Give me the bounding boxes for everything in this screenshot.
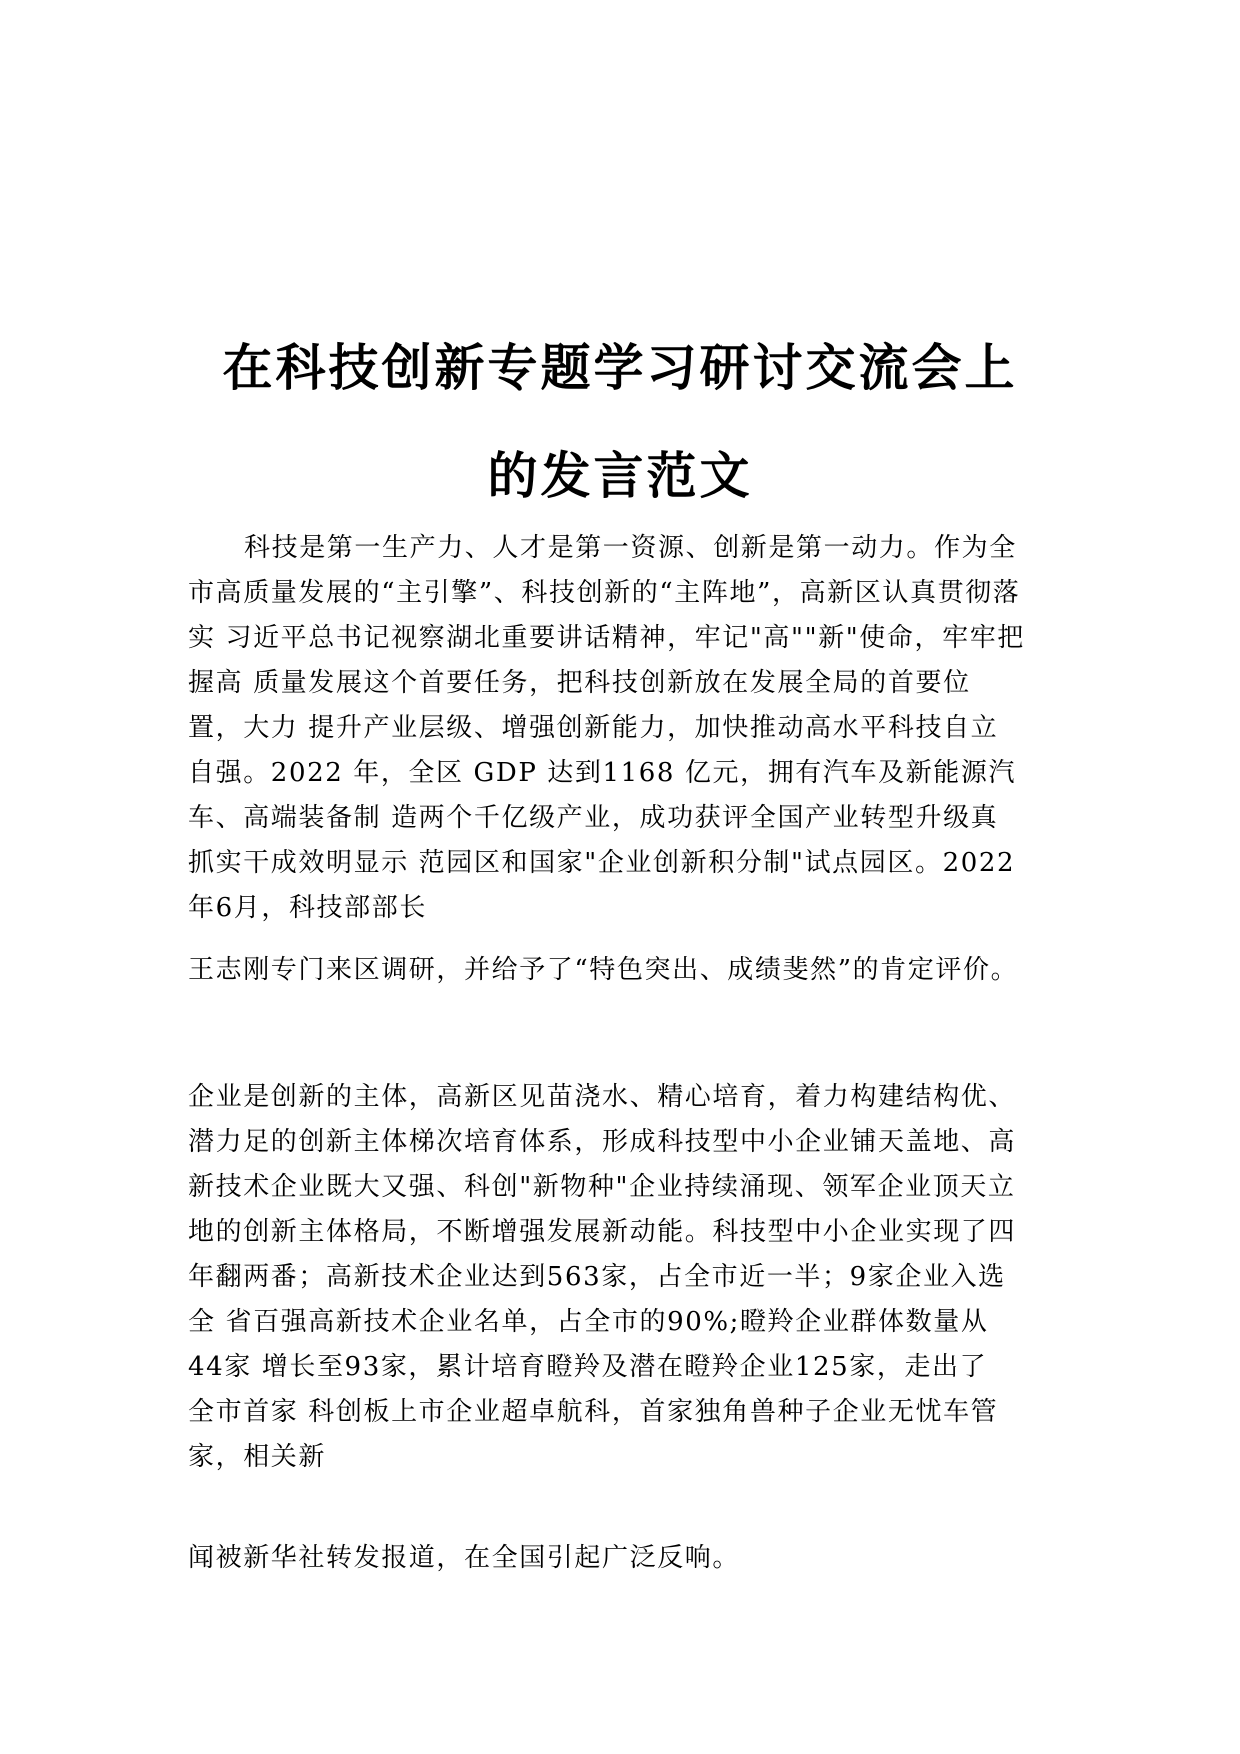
paragraph-line: 市高质量发展的“主引擎”、科技创新的“主阵地”，高新区认真贯彻落 (188, 578, 1021, 608)
paragraph-line: 握高 质量发展这个首要任务，把科技创新放在发展全局的首要位 (188, 668, 971, 698)
paragraph-1 (188, 526, 1058, 931)
document-title-line-1: 在科技创新专题学习研讨交流会上 (222, 339, 1018, 397)
paragraph-line: 年6月，科技部部长 (188, 893, 427, 923)
paragraph-line: 全市首家 科创板上市企业超卓航科，首家独角兽种子企业无忧车管 (188, 1397, 999, 1427)
paragraph-line: 实 习近平总书记视察湖北重要讲话精神，牢记"高""新"使命，牢牢把 (188, 623, 1025, 653)
paragraph-line: 44家 增长至93家，累计培育瞪羚及潜在瞪羚企业125家，走出了 (188, 1352, 988, 1382)
paragraph-line: 年翻两番；高新技术企业达到563家，占全市近一半；9家企业入选 (188, 1262, 1006, 1292)
paragraph-line: 车、高端装备制 造两个千亿级产业，成功获评全国产业转型升级真 (188, 803, 999, 833)
paragraph-line: 自强。2022 年，全区 GDP 达到1168 亿元，拥有汽车及新能源汽 (188, 758, 1017, 788)
paragraph-line: 潜力足的创新主体梯次培育体系，形成科技型中小企业铺天盖地、高 (188, 1127, 1017, 1157)
paragraph-line: 企业是创新的主体，高新区见苗浇水、精心培育，着力构建结构优、 (188, 1082, 1017, 1112)
paragraph-line: 抓实干成效明显示 范园区和国家"企业创新积分制"试点园区。2022 (188, 848, 1016, 878)
paragraph-line: 置，大力 提升产业层级、增强创新能力，加快推动高水平科技自立 (188, 713, 999, 743)
document-title-line-2: 的发言范文 (487, 447, 753, 505)
paragraph-line: 新技术企业既大又强、科创"新物种"企业持续涌现、领军企业顶天立 (188, 1172, 1016, 1202)
paragraph-line: 家，相关新 (188, 1442, 327, 1472)
paragraph-line: 地的创新主体格局，不断增强发展新动能。科技型中小企业实现了四 (188, 1217, 1017, 1247)
paragraph-line: 全 省百强高新技术企业名单，占全市的90%;瞪羚企业群体数量从 (188, 1307, 989, 1337)
paragraph-line: 科技是第一生产力、人才是第一资源、创新是第一动力。作为全 (244, 533, 1017, 563)
paragraph-4: 闻被新华社转发报道，在全国引起广泛反响。 (188, 1543, 741, 1573)
paragraph-3 (188, 1075, 1058, 1480)
paragraph-2: 王志刚专门来区调研，并给予了“特色突出、成绩斐然”的肯定评价。 (188, 955, 1019, 985)
